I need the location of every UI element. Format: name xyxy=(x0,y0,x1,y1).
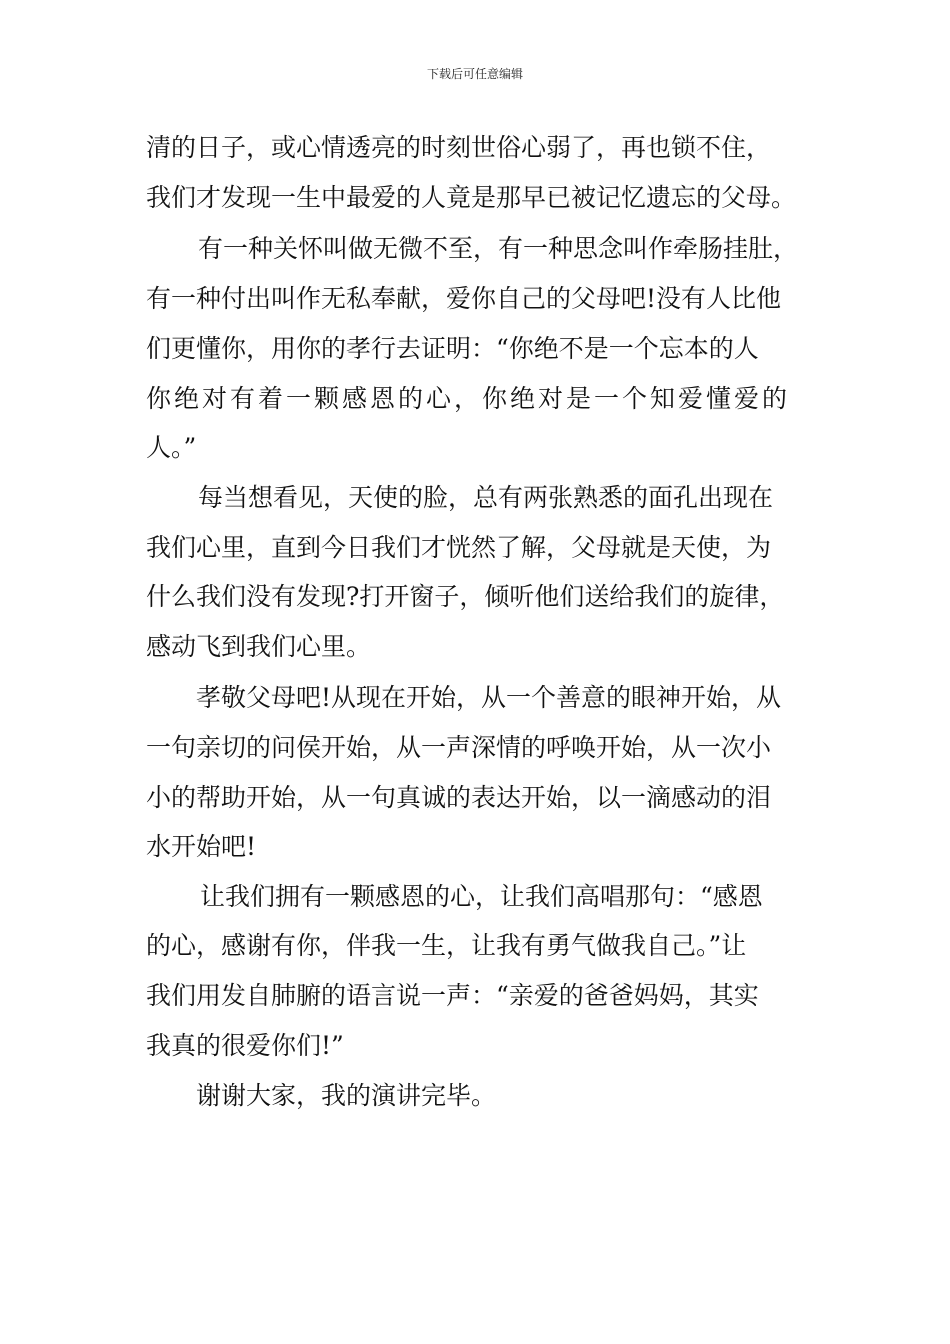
text-line: 清的日子，或心情透亮的时刻世俗心弱了，再也锁不住， xyxy=(146,133,772,162)
text-line: 感动飞到我们心里。 xyxy=(146,632,372,661)
text-line: 一句亲切的问侯开始，从一声深情的呼唤开始，从一次小 xyxy=(146,733,772,762)
text-line: 有一种关怀叫做无微不至，有一种思念叫作牵肠挂肚， xyxy=(198,234,799,263)
page-header: 下载后可任意编辑 xyxy=(426,67,523,81)
text-line: 我们用发自肺腑的语言说一声：“亲爱的爸爸妈妈，其实 xyxy=(146,981,759,1010)
text-line: 什么我们没有发现?打开窗子，倾听他们送给我们的旋律， xyxy=(146,582,785,611)
text-line: 的心，感谢有你，伴我一生，让我有勇气做我自己。”让 xyxy=(146,931,747,960)
text-line: 小的帮助开始，从一句真诚的表达开始，以一滴感动的泪 xyxy=(146,783,772,812)
text-line: 水开始吧! xyxy=(146,832,257,861)
text-line: 谢谢大家，我的演讲完毕。 xyxy=(196,1081,497,1110)
text-line: 孝敬父母吧!从现在开始，从一个善意的眼神开始，从 xyxy=(196,683,782,712)
text-line: 每当想看见，天使的脸，总有两张熟悉的面孔出现在 xyxy=(198,483,774,512)
text-line: 让我们拥有一颗感恩的心，让我们高唱那句：“感恩 xyxy=(200,882,763,911)
text-line: 我们才发现一生中最爱的人竟是那早已被记忆遗忘的父母。 xyxy=(146,183,797,212)
text-line: 有一种付出叫作无私奉献，爱你自己的父母吧!没有人比他 xyxy=(146,284,782,313)
text-line: 我真的很爱你们!” xyxy=(146,1031,344,1060)
text-line: 我们心里，直到今日我们才恍然了解，父母就是天使，为 xyxy=(146,533,772,562)
text-line: 们更懂你，用你的孝行去证明：“你绝不是一个忘本的人 xyxy=(146,334,759,363)
text-line: 你绝对有着一颗感恩的心，你绝对是一个知爱懂爱的 xyxy=(146,384,791,413)
text-line: 人。” xyxy=(146,433,197,462)
